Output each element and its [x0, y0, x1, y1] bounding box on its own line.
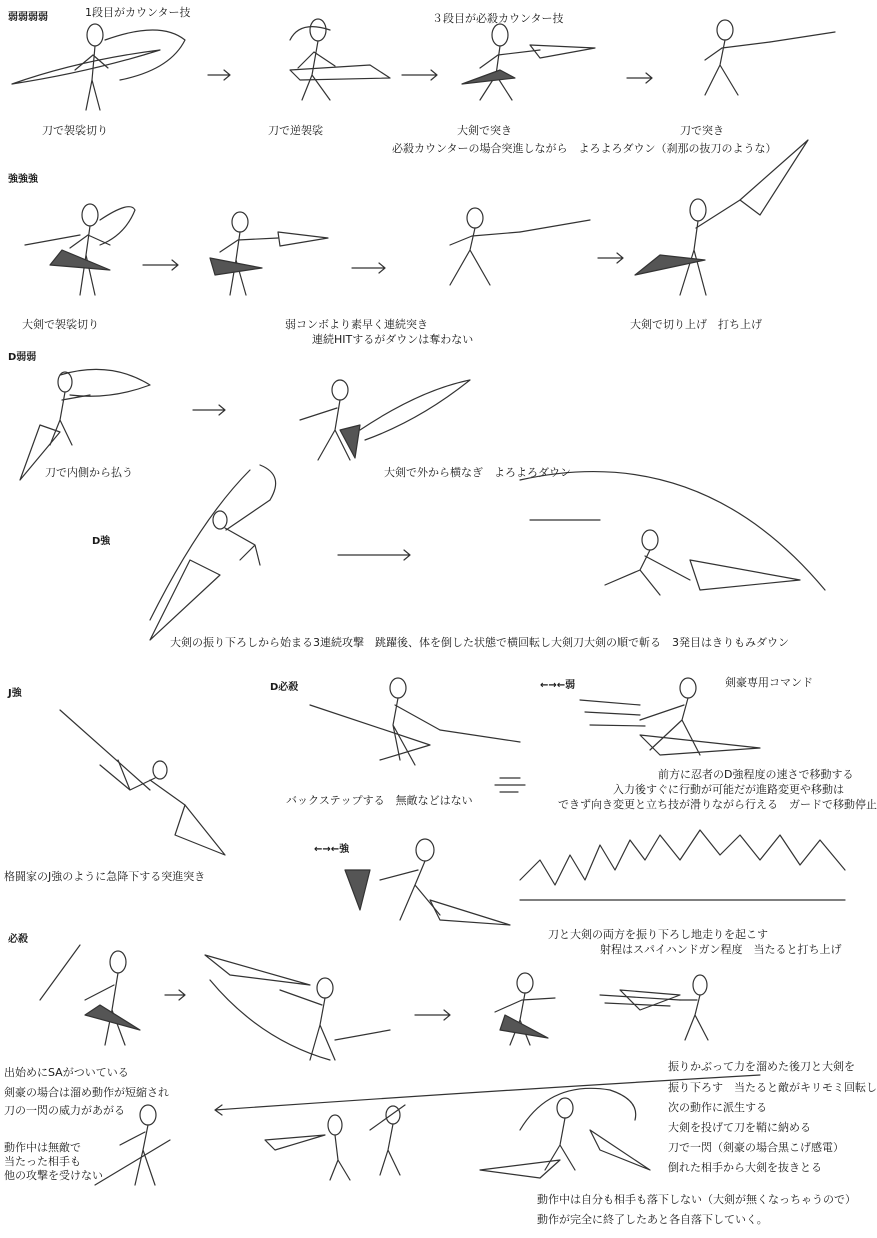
caption-dsp: バックステップする 無敵などはない [286, 794, 473, 807]
caption-dww-1: 刀で内側から払う [45, 466, 133, 479]
caption-weak-4: 刀で突き [680, 124, 724, 137]
special-right-2: 振り下ろす 当たると敵がキリモミ回転し [668, 1081, 877, 1094]
heading-dww: D弱弱 [8, 352, 37, 363]
figure-special1 [40, 945, 140, 1045]
caption-weak-extra: 必殺カウンターの場合突進しながら よろよろダウン（刹那の抜刀のような） [392, 142, 777, 155]
caption-weak-2: 刀で逆袈裟 [268, 124, 323, 137]
line-lrs-2: 射程はスパイハンドガン程度 当たると打ち上げ [600, 943, 842, 956]
figure-jstrong [60, 710, 225, 855]
line-lrs-1: 刀と大剣の両方を振り下ろし地走りを起こす [548, 928, 768, 941]
line-lrw-1: 前方に忍者のD強程度の速さで移動する [658, 768, 854, 781]
arrow-8 [338, 550, 410, 560]
caption-js: 格闘家のJ強のように急降下する突進突き [4, 870, 206, 883]
heading-sss: 強強強 [8, 174, 38, 185]
caption-weak-1: 刀で袈裟切り [42, 124, 108, 137]
figure-weak3 [462, 24, 595, 100]
caption-weak-3: 大剣で突き [457, 124, 512, 137]
caption-sss-2b: 連続HITするがダウンは奪わない [312, 333, 474, 346]
arrow-10 [415, 1010, 450, 1020]
figure-weak2 [290, 19, 390, 100]
figure-dstrong1 [150, 465, 276, 640]
figure-dweak1 [20, 369, 150, 480]
caption-sss-1: 大剣で袈裟切り [22, 318, 99, 331]
figure-special4 [600, 975, 708, 1040]
caption-sss-2a: 弱コンボより素早く連続突き [285, 318, 428, 331]
figure-weak4 [705, 20, 835, 95]
arrow-4 [143, 260, 178, 270]
figure-dweak2 [300, 380, 470, 460]
heading-dsp: D必殺 [270, 682, 299, 693]
special-bottom-1: 動作中は自分も相手も落下しない（大剣が無くなっちゃうので） [537, 1193, 856, 1206]
caption-sss-3: 大剣で切り上げ 打ち上げ [630, 318, 762, 331]
figure-special2 [205, 955, 390, 1060]
caption-ds: 大剣の振り下ろしから始まる3連続攻撃 跳躍後、体を倒した状態で横回転し大剣刀大剣の順で斬る 3発目はきりもみダウン [170, 636, 789, 649]
heading-js: J強 [8, 688, 22, 699]
arrow-1 [208, 70, 230, 80]
figure-weak1 [12, 24, 185, 110]
special-left-1: 出始めにSAがついている [4, 1066, 129, 1079]
special-left-2: 剣豪の場合は溜め動作が短縮され [4, 1086, 169, 1099]
special-left2-1: 動作中は無敵で [4, 1141, 81, 1154]
special-right-3: 次の動作に派生する [668, 1101, 767, 1114]
figure-dspecial [310, 678, 525, 792]
special-left2-3: 他の攻撃を受けない [4, 1169, 103, 1182]
line-lrw-2: 入力後すぐに行動が可能だが進路変更や移動は [613, 783, 844, 796]
special-left2-2: 当たった相手も [4, 1155, 81, 1168]
heading-ds: D強 [92, 536, 111, 547]
special-right-4: 大剣を投げて刀を鞘に納める [668, 1121, 811, 1134]
line-lrw-3: できず向き変更と立ち技が滑りながら行える ガードで移動停止 [558, 798, 877, 811]
figure-strong2 [210, 212, 328, 295]
special-right-6: 倒れた相手から大剣を抜きとる [668, 1161, 822, 1174]
heading-weak4: 弱弱弱弱 [8, 12, 48, 23]
arrow-3 [627, 73, 652, 83]
special-bottom-2: 動作が完全に終了したあと各自落下していく。 [537, 1213, 768, 1226]
note-counter3: ３段目が必殺カウンター技 [432, 12, 564, 25]
special-right-1: 振りかぶって力を溜めた後刀と大剣を [668, 1060, 855, 1073]
heading-special: 必殺 [8, 934, 28, 945]
special-right-5: 刀で一閃（剣豪の場合黒こげ感電） [668, 1141, 844, 1154]
figure-strong4 [635, 140, 808, 295]
figure-lrstrong [345, 830, 845, 925]
arrow-6 [598, 253, 623, 263]
figure-special3 [495, 973, 555, 1045]
caption-dww-2: 大剣で外から横なぎ よろよろダウン [384, 466, 571, 479]
arrow-2 [402, 70, 437, 80]
special-left-3: 刀の一閃の威力があがる [4, 1104, 125, 1117]
figure-strong3 [450, 208, 590, 285]
figure-dstrong2 [520, 472, 825, 595]
arrow-7 [193, 405, 225, 415]
figure-special6 [265, 1105, 405, 1180]
figure-special7 [480, 1088, 650, 1178]
note-counter1: 1段目がカウンター技 [85, 6, 191, 19]
note-lrw: 剣豪専用コマンド [725, 676, 813, 689]
arrow-5 [352, 263, 385, 273]
heading-lrs: ←→←強 [314, 844, 350, 855]
heading-lrw: ←→←弱 [540, 680, 576, 691]
arrow-9 [165, 990, 185, 1000]
figure-strong1 [25, 204, 135, 295]
